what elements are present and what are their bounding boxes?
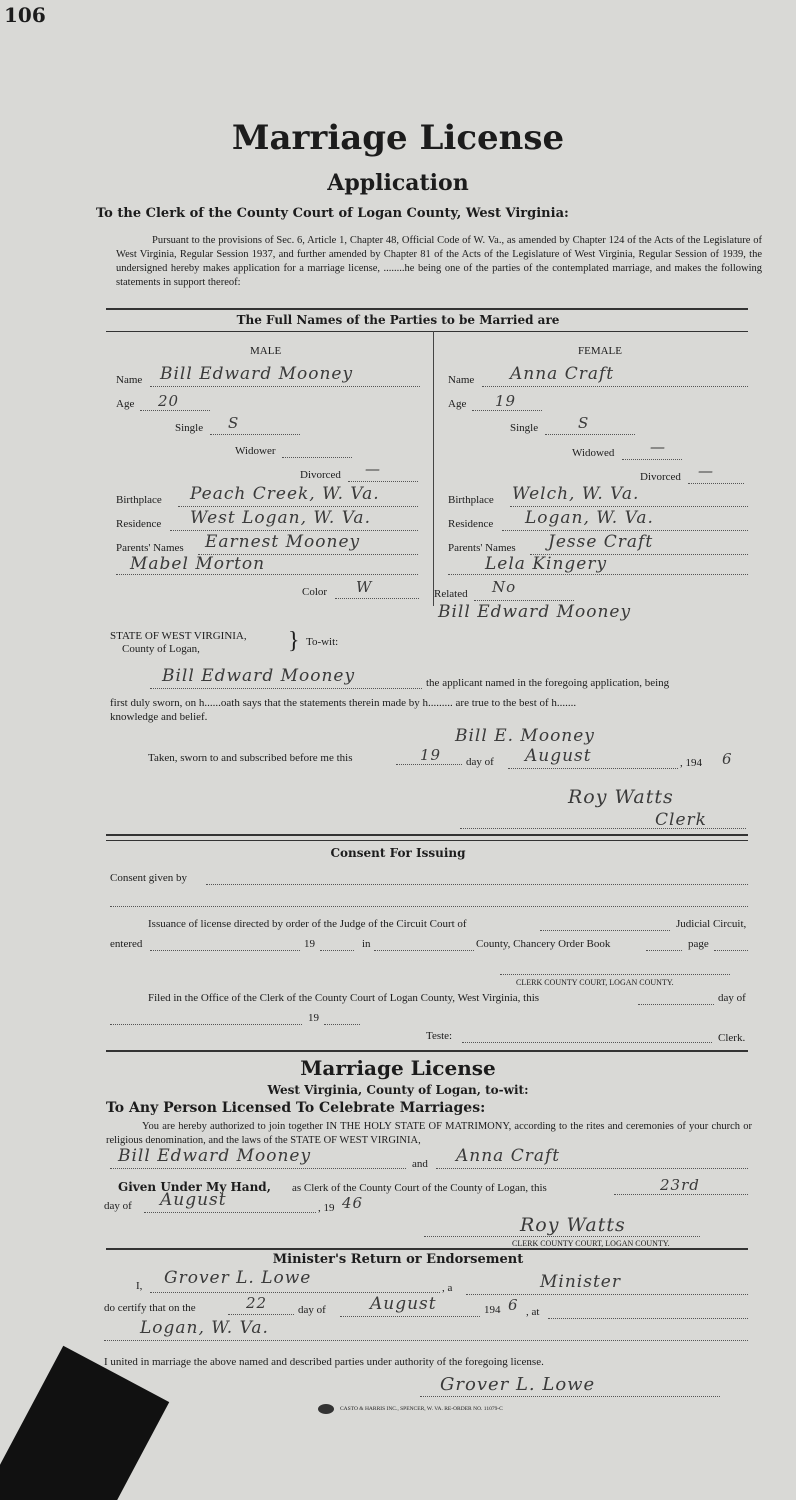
parties-heading: The Full Names of the Parties to be Married are [236,313,560,327]
return-minister-name: Grover L. Lowe [164,1268,312,1288]
printer-imprint: CASTO & HARRIS INC., SPENCER, W. VA. RE-ORDER NO. 11079-C [340,1406,503,1412]
addressee: To the Clerk of the County Court of Logan County, West Virginia: [96,206,569,221]
female-birthplace-label: Birthplace [448,494,494,506]
return-month: August [370,1294,437,1314]
preamble: Pursuant to the provisions of Sec. 6, Article 1, Chapter 48, Official Code of W. Va., as amended by Chapter 124 of the Acts of the Legislature of West Virginia, Regular Session 1937, and further amended by Chapter 81 of the Acts of the Legislature of West Virginia, Regular Session of 1939, the undersigned hereby makes application for a marriage license, ........he being one of the parties of the contemplated marriage, and makes the following statements in support thereof: [116,235,762,288]
color-label: Color [302,586,328,598]
consent-filed: Filed in the Office of the Clerk of the County Court of Logan County, West Virginia, this [148,992,540,1004]
female-age-value: 19 [495,392,517,410]
male-residence-label: Residence [116,518,162,530]
female-widowed-value: — [650,438,666,456]
oath-affiant: Bill Edward Mooney [162,666,356,686]
related-label: Related [434,588,468,600]
oath-taken: Taken, sworn to and subscribed before me this [148,752,353,764]
consent-issuance: Issuance of license directed by order of the Judge of the Circuit Court of [148,918,467,930]
female-birthplace-value: Welch, W. Va. [512,484,640,504]
male-divorced-label: Divorced [300,469,341,481]
male-single-value: S [228,414,240,432]
oath-signature: Bill E. Mooney [455,726,595,746]
oath-month: August [525,746,592,766]
column-divider [433,331,434,606]
female-residence-value: Logan, W. Va. [525,508,654,528]
female-name-value: Anna Craft [510,364,615,384]
oath-text1: the applicant named in the foregoing application, being [426,677,670,689]
male-birthplace-value: Peach Creek, W. Va. [190,484,380,504]
consent-nineteen: 19 [304,938,315,950]
consent-given-by: Consent given by [110,872,187,884]
oath-text3: knowledge and belief. [110,711,208,723]
consent-entered: entered [110,938,143,950]
male-residence-value: West Logan, W. Va. [190,508,371,528]
return-place: Logan, W. Va. [140,1318,269,1338]
female-age-label: Age [448,398,467,410]
license-day-of: day of [104,1200,132,1212]
oath-clerk-title: Clerk [655,810,707,830]
female-parent2-value: Lela Kingery [485,554,608,574]
page-number: 106 [4,3,46,27]
return-certify: do certify that on the [104,1302,196,1314]
consent-county-book: County, Chancery Order Book [476,938,611,950]
oath-year-prefix: , 194 [680,757,702,769]
license-clerk-signature: Roy Watts [520,1214,626,1236]
return-signature: Grover L. Lowe [440,1374,596,1395]
license-year-suffix: 46 [342,1194,364,1212]
license-groom: Bill Edward Mooney [118,1146,312,1166]
applicant-signature: Bill Edward Mooney [438,602,632,622]
female-parent1-value: Jesse Craft [548,532,654,552]
oath-county: County of Logan, [122,643,200,655]
license-year-prefix: , 19 [318,1202,335,1214]
male-age-value: 20 [158,392,180,410]
consent-clerk: Clerk. [718,1032,746,1044]
oath-day-of: day of [466,756,494,768]
color-value: W [356,578,373,596]
oath-day: 19 [420,746,442,764]
female-name-label: Name [448,374,475,386]
female-single-value: S [578,414,590,432]
license-and: and [412,1158,428,1170]
female-parents-label: Parents' Names [448,542,516,554]
return-year-suffix: 6 [508,1296,519,1314]
return-year: 194 [484,1304,501,1316]
consent-page: page [688,938,709,950]
return-at: , at [526,1306,540,1318]
female-single-label: Single [510,422,539,434]
male-name-value: Bill Edward Mooney [160,364,354,384]
return-day: 22 [246,1294,268,1312]
consent-judicial: Judicial Circuit, [676,918,747,930]
oath-clerk-signature: Roy Watts [568,786,674,808]
brace: } [288,628,300,654]
license-clerk-court: CLERK COUNTY COURT, LOGAN COUNTY. [512,1239,670,1248]
female-divorced-label: Divorced [640,471,681,483]
male-birthplace-label: Birthplace [116,494,162,506]
union-label-icon [318,1404,334,1414]
return-day-of: day of [298,1304,326,1316]
consent-heading: Consent For Issuing [330,846,466,860]
license-sub: West Virginia, County of Logan, to-wit: [267,1083,529,1097]
male-divorced-value: — [365,460,381,478]
female-widowed-label: Widowed [572,447,615,459]
female-header: FEMALE [578,345,622,357]
license-body: You are hereby authorized to join together IN THE HOLY STATE OF MATRIMONY, according to the rites and ceremonies of your church or religious denomination, and the laws of the STATE OF WEST VIRGINIA, [106,1121,752,1146]
license-bride: Anna Craft [456,1146,561,1166]
return-i: I, [136,1280,143,1292]
oath-towit: To-wit: [306,636,339,648]
license-month: August [160,1190,227,1210]
return-a: , a [442,1282,453,1294]
consent-clerk-court: CLERK COUNTY COURT, LOGAN COUNTY. [516,978,674,987]
form-subtitle: Application [327,170,469,196]
female-residence-label: Residence [448,518,494,530]
oath-year-suffix: 6 [722,750,733,768]
female-divorced-value: — [698,462,714,480]
return-heading: Minister's Return or Endorsement [272,1252,524,1267]
license-heading: Marriage License [300,1056,496,1080]
male-name-label: Name [116,374,143,386]
license-given-day: 23rd [660,1176,700,1194]
oath-state: STATE OF WEST VIRGINIA, [110,630,247,642]
male-single-label: Single [175,422,204,434]
male-age-label: Age [116,398,135,410]
consent-in: in [362,938,371,950]
license-to-any: To Any Person Licensed To Celebrate Marriages: [106,1100,486,1116]
male-parent1-value: Earnest Mooney [205,532,361,552]
return-title: Minister [540,1272,621,1292]
consent-nineteen-2: 19 [308,1012,319,1024]
license-given: Given Under My Hand, [118,1180,271,1194]
male-widower-label: Widower [235,445,276,457]
male-parents-label: Parents' Names [116,542,184,554]
oath-text2: first duly sworn, on h......oath says that the statements therein made by h......... are true to the best of h....... [110,697,577,709]
form-title: Marriage License [231,118,565,158]
related-value: No [492,578,517,596]
license-given-rest: as Clerk of the County Court of the County of Logan, this [292,1182,547,1194]
male-parent2-value: Mabel Morton [130,554,266,574]
return-united: I united in marriage the above named and described parties under authority of the foregoing license. [104,1356,544,1368]
scan-corner-shadow [0,1346,169,1500]
consent-day-of: day of [718,992,746,1004]
male-header: MALE [250,345,282,357]
consent-teste: Teste: [426,1030,453,1042]
